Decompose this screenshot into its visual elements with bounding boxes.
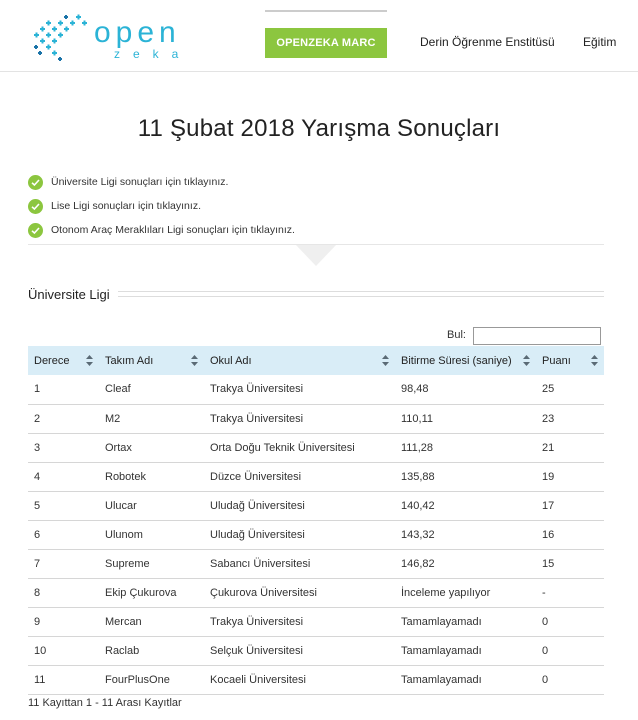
cell-takim-adi: Ulucar: [99, 491, 204, 520]
check-icon: [28, 199, 43, 214]
cell-bitirme-suresi: 110,11: [395, 404, 536, 433]
cell-derece: 7: [28, 549, 99, 578]
cell-derece: 11: [28, 665, 99, 694]
search-input[interactable]: [473, 327, 601, 345]
cell-takim-adi: Raclab: [99, 636, 204, 665]
cell-derece: 8: [28, 578, 99, 607]
column-header-takim-adi[interactable]: [99, 346, 204, 375]
table-row: [28, 375, 604, 404]
logo-text-bottom: zeka: [114, 47, 192, 61]
cell-okul-adi: Çukurova Üniversitesi: [204, 578, 395, 607]
table-row: [28, 607, 604, 636]
column-header-puani[interactable]: [536, 346, 604, 375]
cell-derece: 5: [28, 491, 99, 520]
cell-puani: 19: [536, 462, 604, 491]
cell-bitirme-suresi: İnceleme yapılıyor: [395, 578, 536, 607]
cell-okul-adi: Trakya Üniversitesi: [204, 607, 395, 636]
nav-active-indicator: [265, 10, 387, 12]
search-label: Bul:: [447, 329, 466, 341]
cell-takim-adi: Mercan: [99, 607, 204, 636]
nav-openzeka-marc-button[interactable]: OPENZEKA MARC: [265, 28, 387, 58]
check-icon: [28, 223, 43, 238]
cell-takim-adi: FourPlusOne: [99, 665, 204, 694]
sort-icon: [86, 355, 93, 366]
cell-okul-adi: Trakya Üniversitesi: [204, 375, 395, 404]
table-row: [28, 578, 604, 607]
cell-puani: 16: [536, 520, 604, 549]
sort-icon: [382, 355, 389, 366]
cell-takim-adi: Ortax: [99, 433, 204, 462]
cell-okul-adi: Uludağ Üniversitesi: [204, 520, 395, 549]
sort-icon: [523, 355, 530, 366]
table-row: [28, 636, 604, 665]
cell-bitirme-suresi: 135,88: [395, 462, 536, 491]
table-row: [28, 520, 604, 549]
cell-puani: 0: [536, 665, 604, 694]
check-icon: [28, 175, 43, 190]
column-header-label: Bitirme Süresi (saniye): [401, 354, 512, 367]
cell-puani: -: [536, 578, 604, 607]
cell-bitirme-suresi: 111,28: [395, 433, 536, 462]
table-row: [28, 665, 604, 694]
table-row: [28, 549, 604, 578]
cell-okul-adi: Kocaeli Üniversitesi: [204, 665, 395, 694]
openzeka-logo[interactable]: [28, 12, 218, 64]
column-header-label: Puanı: [542, 354, 571, 367]
link-lise-ligi[interactable]: [28, 194, 608, 218]
cell-puani: 0: [536, 607, 604, 636]
cell-puani: 15: [536, 549, 604, 578]
cell-derece: 4: [28, 462, 99, 491]
cell-derece: 3: [28, 433, 99, 462]
link-otonom-arac-ligi[interactable]: [28, 218, 608, 242]
cell-derece: 1: [28, 375, 99, 404]
cell-puani: 25: [536, 375, 604, 404]
site-header: [0, 0, 638, 72]
cell-bitirme-suresi: Tamamlayamadı: [395, 607, 536, 636]
results-links: [28, 170, 608, 242]
results-table: [28, 346, 604, 695]
cell-takim-adi: M2: [99, 404, 204, 433]
cell-bitirme-suresi: 146,82: [395, 549, 536, 578]
cell-okul-adi: Düzce Üniversitesi: [204, 462, 395, 491]
column-header-label: Okul Adı: [210, 354, 252, 367]
cell-takim-adi: Ulunom: [99, 520, 204, 549]
page-title: 11 Şubat 2018 Yarışma Sonuçları: [137, 115, 501, 142]
cell-bitirme-suresi: 140,42: [395, 491, 536, 520]
link-text: Otonom Araç Meraklıları Ligi sonuçları için tıklayınız.: [51, 224, 295, 236]
cell-bitirme-suresi: Tamamlayamadı: [395, 636, 536, 665]
column-header-okul-adi[interactable]: [204, 346, 395, 375]
link-text: Üniversite Ligi sonuçları için tıklayınız.: [51, 176, 229, 188]
cell-okul-adi: Selçuk Üniversitesi: [204, 636, 395, 665]
table-row: [28, 462, 604, 491]
cell-derece: 9: [28, 607, 99, 636]
column-header-bitirme-suresi[interactable]: [395, 346, 536, 375]
cell-takim-adi: Supreme: [99, 549, 204, 578]
table-row: [28, 491, 604, 520]
cell-derece: 2: [28, 404, 99, 433]
link-universite-ligi[interactable]: [28, 170, 608, 194]
table-info: 11 Kayıttan 1 - 11 Arası Kayıtlar: [28, 697, 182, 709]
section-title: Üniversite Ligi: [28, 287, 116, 302]
cell-puani: 21: [536, 433, 604, 462]
cell-puani: 17: [536, 491, 604, 520]
table-row: [28, 433, 604, 462]
sort-icon: [191, 355, 198, 366]
cell-derece: 6: [28, 520, 99, 549]
cell-puani: 23: [536, 404, 604, 433]
sort-icon: [591, 355, 598, 366]
divider-arrow: [296, 245, 336, 266]
link-text: Lise Ligi sonuçları için tıklayınız.: [51, 200, 201, 212]
cell-takim-adi: Robotek: [99, 462, 204, 491]
nav-link-derin-ogrenme[interactable]: Derin Öğrenme Enstitüsü: [420, 35, 555, 49]
cell-puani: 0: [536, 636, 604, 665]
cell-okul-adi: Trakya Üniversitesi: [204, 404, 395, 433]
cell-bitirme-suresi: 143,32: [395, 520, 536, 549]
cell-okul-adi: Sabancı Üniversitesi: [204, 549, 395, 578]
column-header-derece[interactable]: [28, 346, 99, 375]
cell-okul-adi: Uludağ Üniversitesi: [204, 491, 395, 520]
cell-takim-adi: Cleaf: [99, 375, 204, 404]
column-header-label: Takım Adı: [105, 354, 154, 367]
logo-text-top: open: [94, 16, 181, 49]
cell-bitirme-suresi: Tamamlayamadı: [395, 665, 536, 694]
cell-okul-adi: Orta Doğu Teknik Üniversitesi: [204, 433, 395, 462]
table-header-row: [28, 346, 604, 375]
nav-link-egitim[interactable]: Eğitim: [583, 35, 617, 49]
cell-derece: 10: [28, 636, 99, 665]
column-header-label: Derece: [34, 354, 70, 367]
table-row: [28, 404, 604, 433]
cell-bitirme-suresi: 98,48: [395, 375, 536, 404]
section-title-line: [118, 291, 604, 297]
cell-takim-adi: Ekip Çukurova: [99, 578, 204, 607]
